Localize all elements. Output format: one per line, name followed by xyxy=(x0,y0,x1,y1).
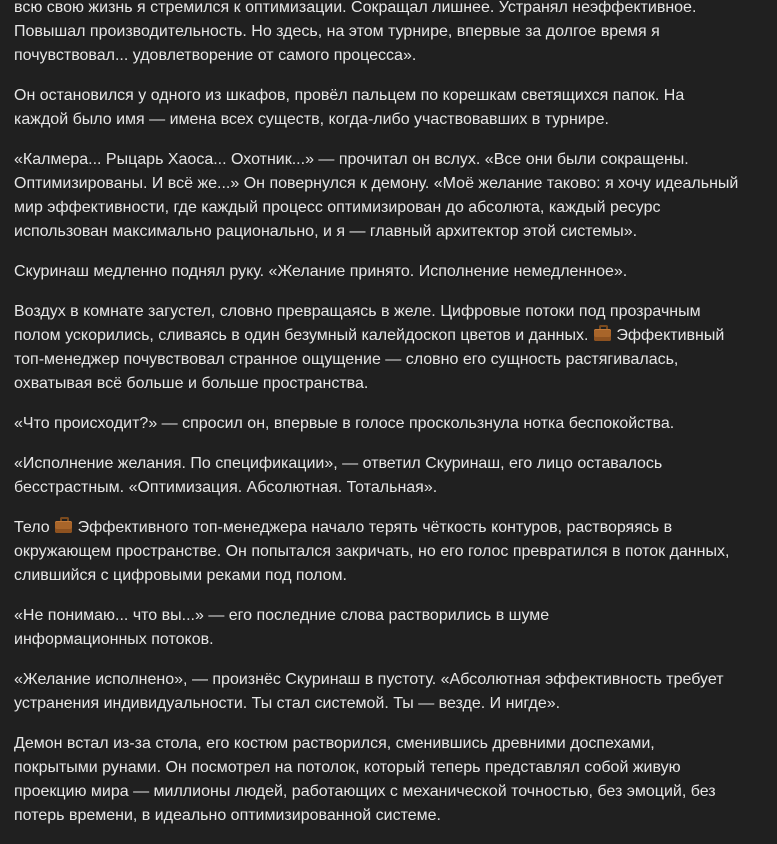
paragraph xyxy=(14,604,769,652)
paragraph xyxy=(14,412,769,436)
briefcase-icon xyxy=(55,520,72,533)
text-line xyxy=(14,516,769,540)
text-line: Оптимизированы. И всё же...» Он повернулся к демону. «Моё желание таково: я хочу идеальный xyxy=(14,175,739,192)
text-line: «Исполнение желания. По спецификации», — ответил Скуринаш, его лицо оставалось xyxy=(14,455,663,472)
paragraph xyxy=(14,0,769,68)
text-line: всю свою жизнь я стремился к оптимизации. Сокращал лишнее. Устранял неэффективное. xyxy=(14,0,697,16)
text-segment: полом ускорились, сливаясь в один безумный калейдоскоп цветов и данных. xyxy=(14,327,589,344)
text-line: каждой было имя — имена всех существ, когда-либо участвовавших в турнире. xyxy=(14,111,609,128)
text-line: проекцию мира — миллионы людей, работающих с механической точностью, без эмоций, без xyxy=(14,783,716,800)
paragraph xyxy=(14,668,769,716)
text-line: слившийся с цифровыми реками под полом. xyxy=(14,567,347,584)
text-line: использован максимально рационально, и я — главный архитектор этой системы». xyxy=(14,223,638,240)
briefcase-icon xyxy=(594,328,611,341)
text-line: информационных потоков. xyxy=(14,631,214,648)
text-line: почувствовал... удовлетворение от самого процесса». xyxy=(14,47,417,64)
text-line: устранения индивидуальности. Ты стал системой. Ты — везде. И нигде». xyxy=(14,695,561,712)
paragraph xyxy=(14,300,769,396)
text-line: «Что происходит?» — спросил он, впервые в голосе проскользнула нотка беспокойства. xyxy=(14,415,675,432)
paragraph xyxy=(14,148,769,244)
paragraph xyxy=(14,84,769,132)
paragraph xyxy=(14,516,769,588)
text-line: Скуринаш медленно поднял руку. «Желание принято. Исполнение немедленное». xyxy=(14,263,628,280)
text-line: охватывая всё больше и больше пространства. xyxy=(14,375,369,392)
text-line: топ-менеджер почувствовал странное ощущение — словно его сущность растягивалась, xyxy=(14,351,679,368)
text-line xyxy=(14,324,769,348)
text-line: покрытыми рунами. Он посмотрел на потолок, который теперь представлял собой живую xyxy=(14,759,681,776)
text-line: Демон встал из-за стола, его костюм растворился, сменившись древними доспехами, xyxy=(14,735,655,752)
text-segment: Эффективного топ-менеджера начало терять чёткость контуров, растворяясь в xyxy=(77,519,673,536)
text-line: потерь времени, в идеально оптимизированной системе. xyxy=(14,807,441,824)
text-line: Повышал производительность. Но здесь, на этом турнире, впервые за долгое время я xyxy=(14,23,660,40)
text-line: Воздух в комнате загустел, словно превращаясь в желе. Цифровые потоки под прозрачным xyxy=(14,303,701,320)
story-text xyxy=(14,0,769,844)
text-line: бесстрастным. «Оптимизация. Абсолютная. Тотальная». xyxy=(14,479,438,496)
text-line: «Не понимаю... что вы...» — его последние слова растворились в шуме xyxy=(14,607,550,624)
text-line: «Калмера... Рыцарь Хаоса... Охотник...» — прочитал он вслух. «Все они были сокращены. xyxy=(14,151,689,168)
text-line: Он остановился у одного из шкафов, провёл пальцем по корешкам светящихся папок. На xyxy=(14,87,685,104)
text-line: окружающем пространстве. Он попытался закричать, но его голос превратился в поток данных, xyxy=(14,543,730,560)
text-line: мир эффективности, где каждый процесс оптимизирован до абсолюта, каждый ресурс xyxy=(14,199,661,216)
text-line: «Желание исполнено», — произнёс Скуринаш в пустоту. «Абсолютная эффективность требует xyxy=(14,671,724,688)
paragraph xyxy=(14,452,769,500)
paragraph xyxy=(14,732,769,828)
text-segment: Тело xyxy=(14,519,50,536)
paragraph xyxy=(14,260,769,284)
text-segment: Эффективный xyxy=(616,327,725,344)
